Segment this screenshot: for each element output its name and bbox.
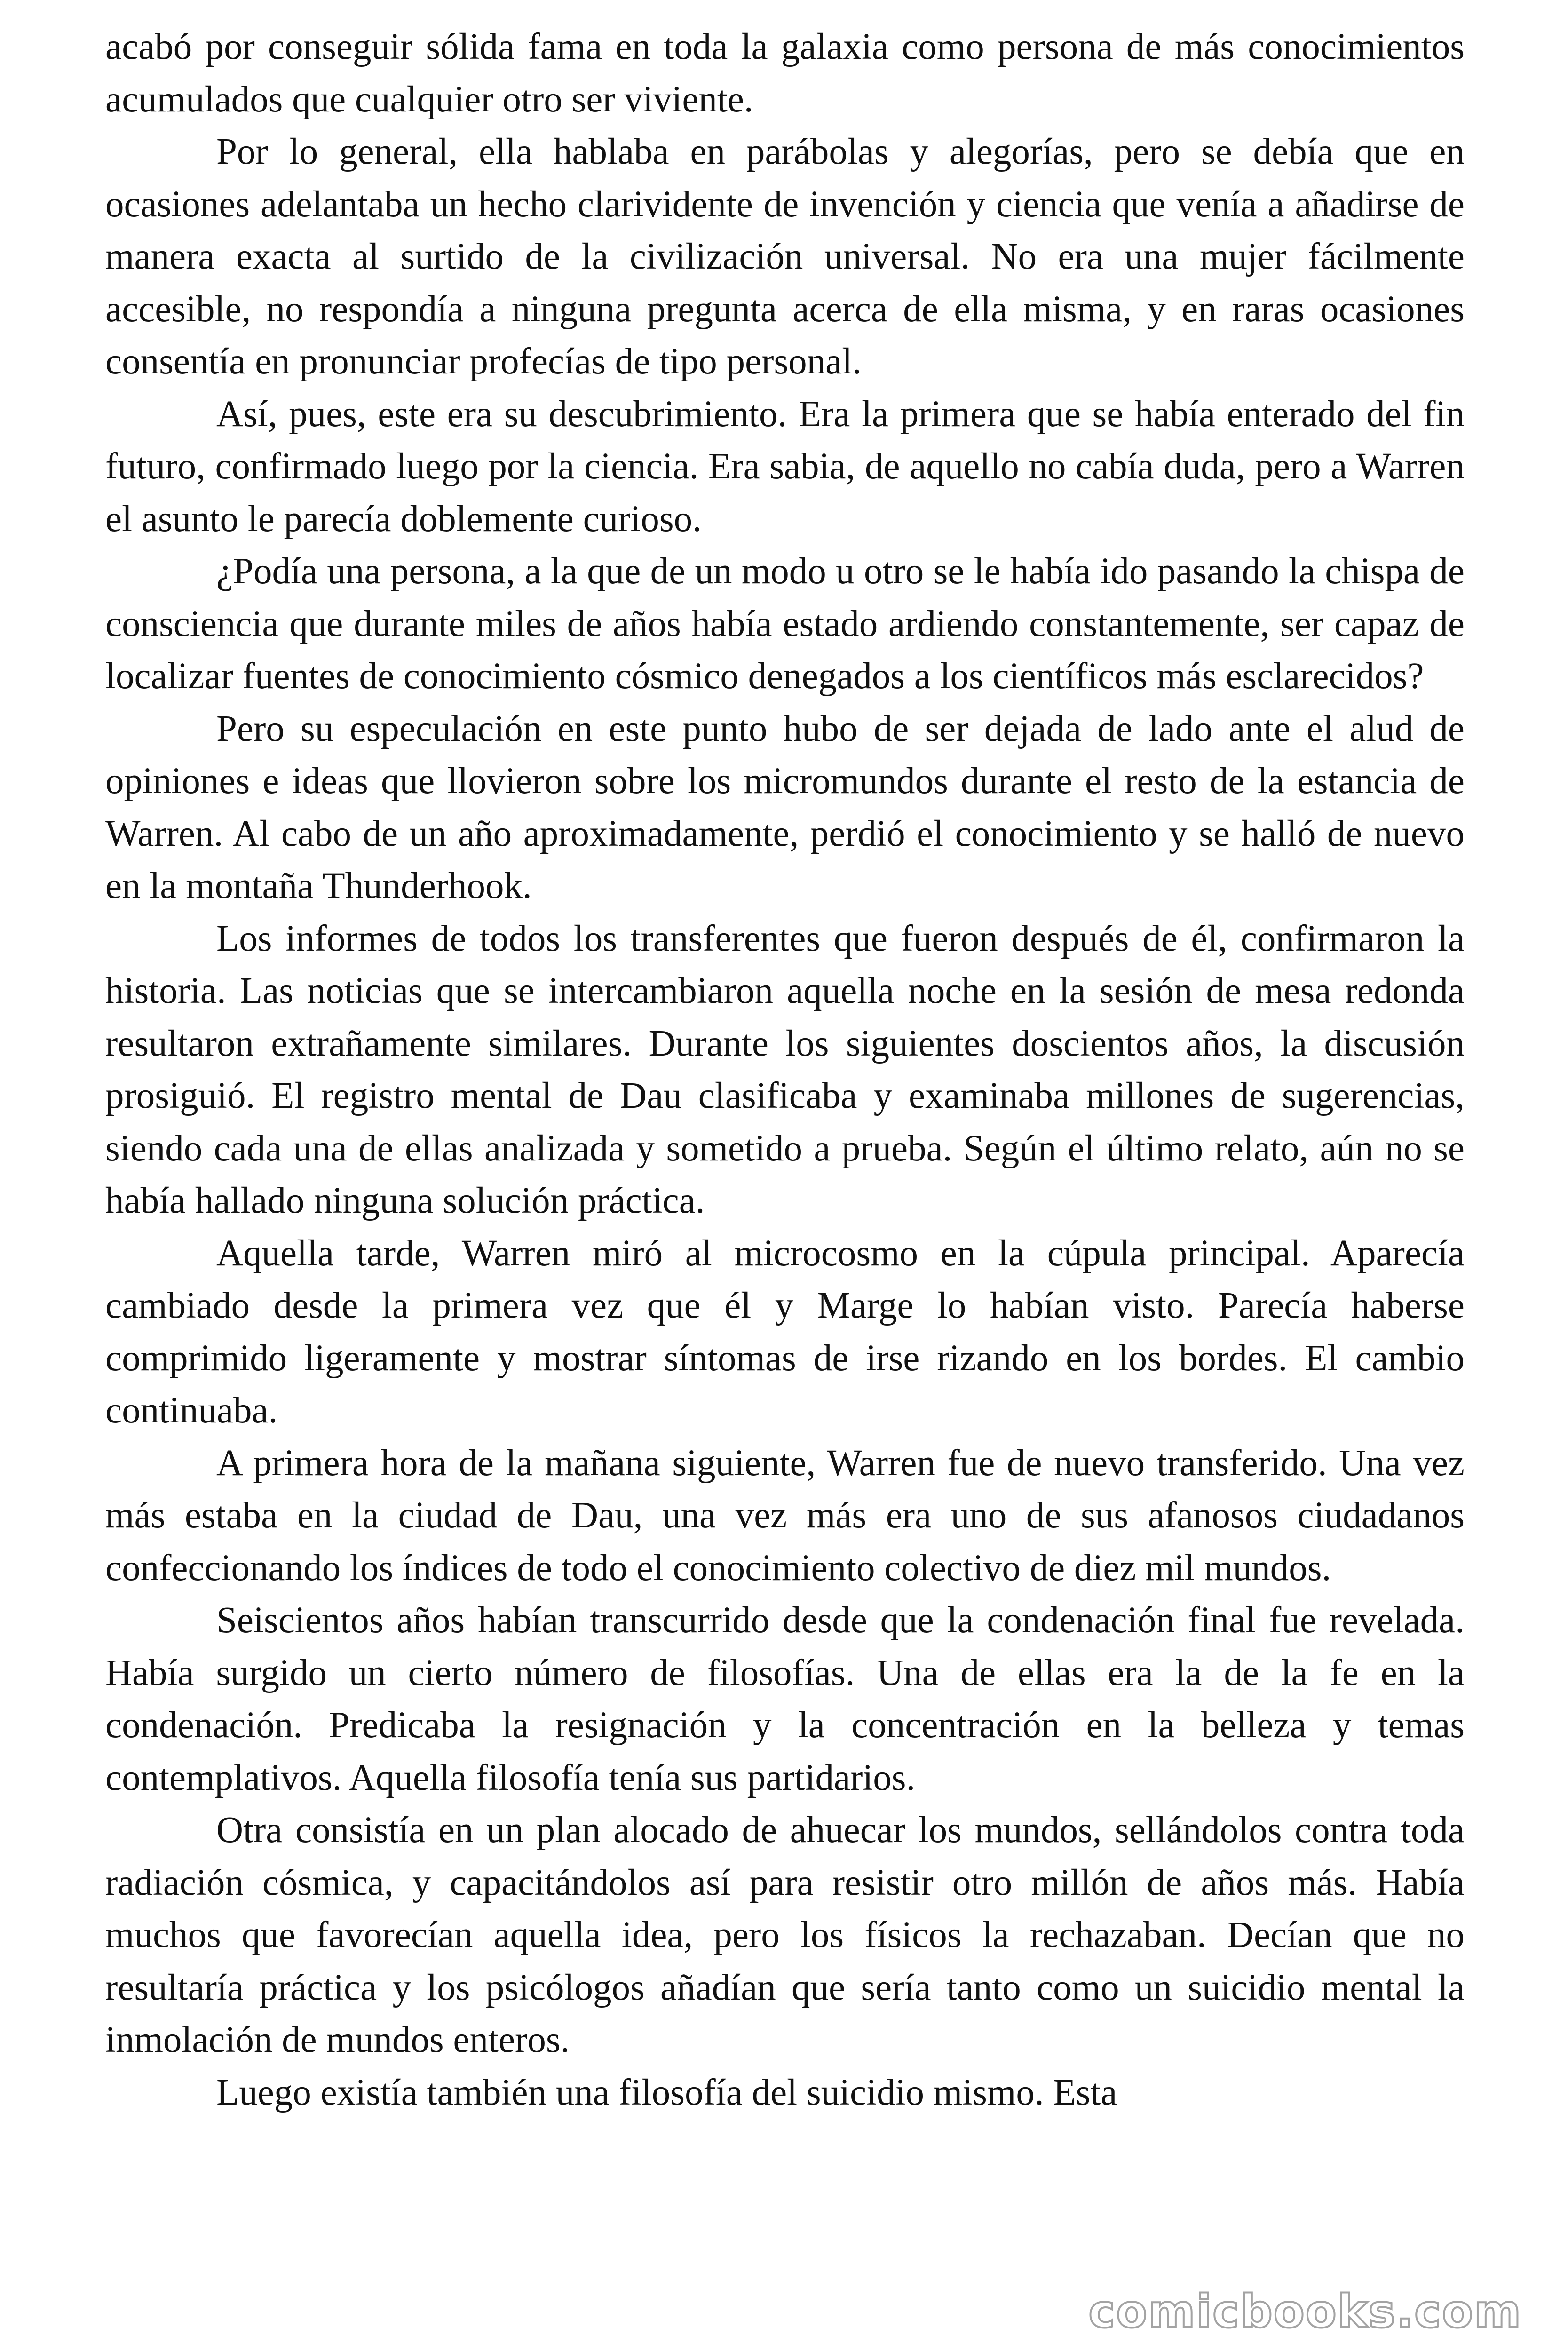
paragraph: A primera hora de la mañana siguiente, Warren fue de nuevo transferido. Una vez más estaba en la ciudad de Dau, una vez más era uno de sus afanosos ciudadanos confeccionando los índices de todo el conocimiento colectivo de diez mil mundos.	[105, 1442, 1465, 1589]
paragraph: Pero su especulación en este punto hubo de ser dejada de lado ante el alud de opiniones e ideas que llovieron sobre los micromundos durante el resto de la estancia de Warren. Al cabo de un año aproximadamente, perdió el conocimiento y se halló de nuevo en la montaña Thunderhook.	[105, 708, 1465, 906]
paragraph-continuation: acabó por conseguir sólida fama en toda la galaxia como persona de más conocimientos acumulados que cualquier otro ser viviente.	[105, 26, 1465, 120]
paragraph: Así, pues, este era su descubrimiento. Era la primera que se había enterado del fin futuro, confirmado luego por la ciencia. Era sabia, de aquello no cabía duda, pero a Warren el asunto le parecía doblemente curioso.	[105, 393, 1465, 540]
paragraph-final: Luego existía también una filosofía del suicidio mismo. Esta	[216, 2072, 1117, 2113]
paragraph: Otra consistía en un plan alocado de ahuecar los mundos, sellándolos contra toda radiación cósmica, y capacitándolos así para resistir otro millón de años más. Había muchos que favorecían aquella idea, pero los físicos la rechazaban. Decían que no resultaría práctica y los psicólogos añadían que sería tanto como un suicidio mental la inmolación de mundos enteros.	[105, 1810, 1465, 2060]
watermark-logo: comicbooks.com	[1088, 2285, 1522, 2338]
paragraph: Seiscientos años habían transcurrido desde que la condenación final fue revelada. Había surgido un cierto número de filosofías. Una de ellas era la de la fe en la condenación. Predicaba la resignación y la concentración en la belleza y temas contemplativos. Aquella filosofía tenía sus partidarios.	[105, 1600, 1465, 1798]
paragraph: Por lo general, ella hablaba en parábolas y alegorías, pero se debía que en ocasiones adelantaba un hecho clarividente de invención y ciencia que venía a añadirse de manera exacta al surtido de la civilización universal. No era una mujer fácilmente accesible, no respondía a ninguna pregunta acerca de ella misma, y en raras ocasiones consentía en pronunciar profecías de tipo personal.	[105, 131, 1465, 382]
paragraph: ¿Podía una persona, a la que de un modo u otro se le había ido pasando la chispa de consciencia que durante miles de años había estado ardiendo constantemente, ser capaz de localizar fuentes de conocimiento cósmico denegados a los científicos más esclarecidos?	[105, 551, 1465, 697]
paragraph: Aquella tarde, Warren miró al microcosmo en la cúpula principal. Aparecía cambiado desde la primera vez que él y Marge lo habían visto. Parecía haberse comprimido ligeramente y mostrar síntomas de irse rizando en los bordes. El cambio continuaba.	[105, 1232, 1465, 1431]
paragraph: Los informes de todos los transferentes que fueron después de él, confirmaron la historia. Las noticias que se intercambiaron aquella noche en la sesión de mesa redonda resultaron extrañamente similares. Durante los siguientes doscientos años, la discusión prosiguió. El registro mental de Dau clasificaba y examinaba millones de sugerencias, siendo cada una de ellas analizada y sometido a prueba. Según el último relato, aún no se había hallado ninguna solución práctica.	[105, 918, 1465, 1221]
body-text	[105, 21, 1465, 2119]
